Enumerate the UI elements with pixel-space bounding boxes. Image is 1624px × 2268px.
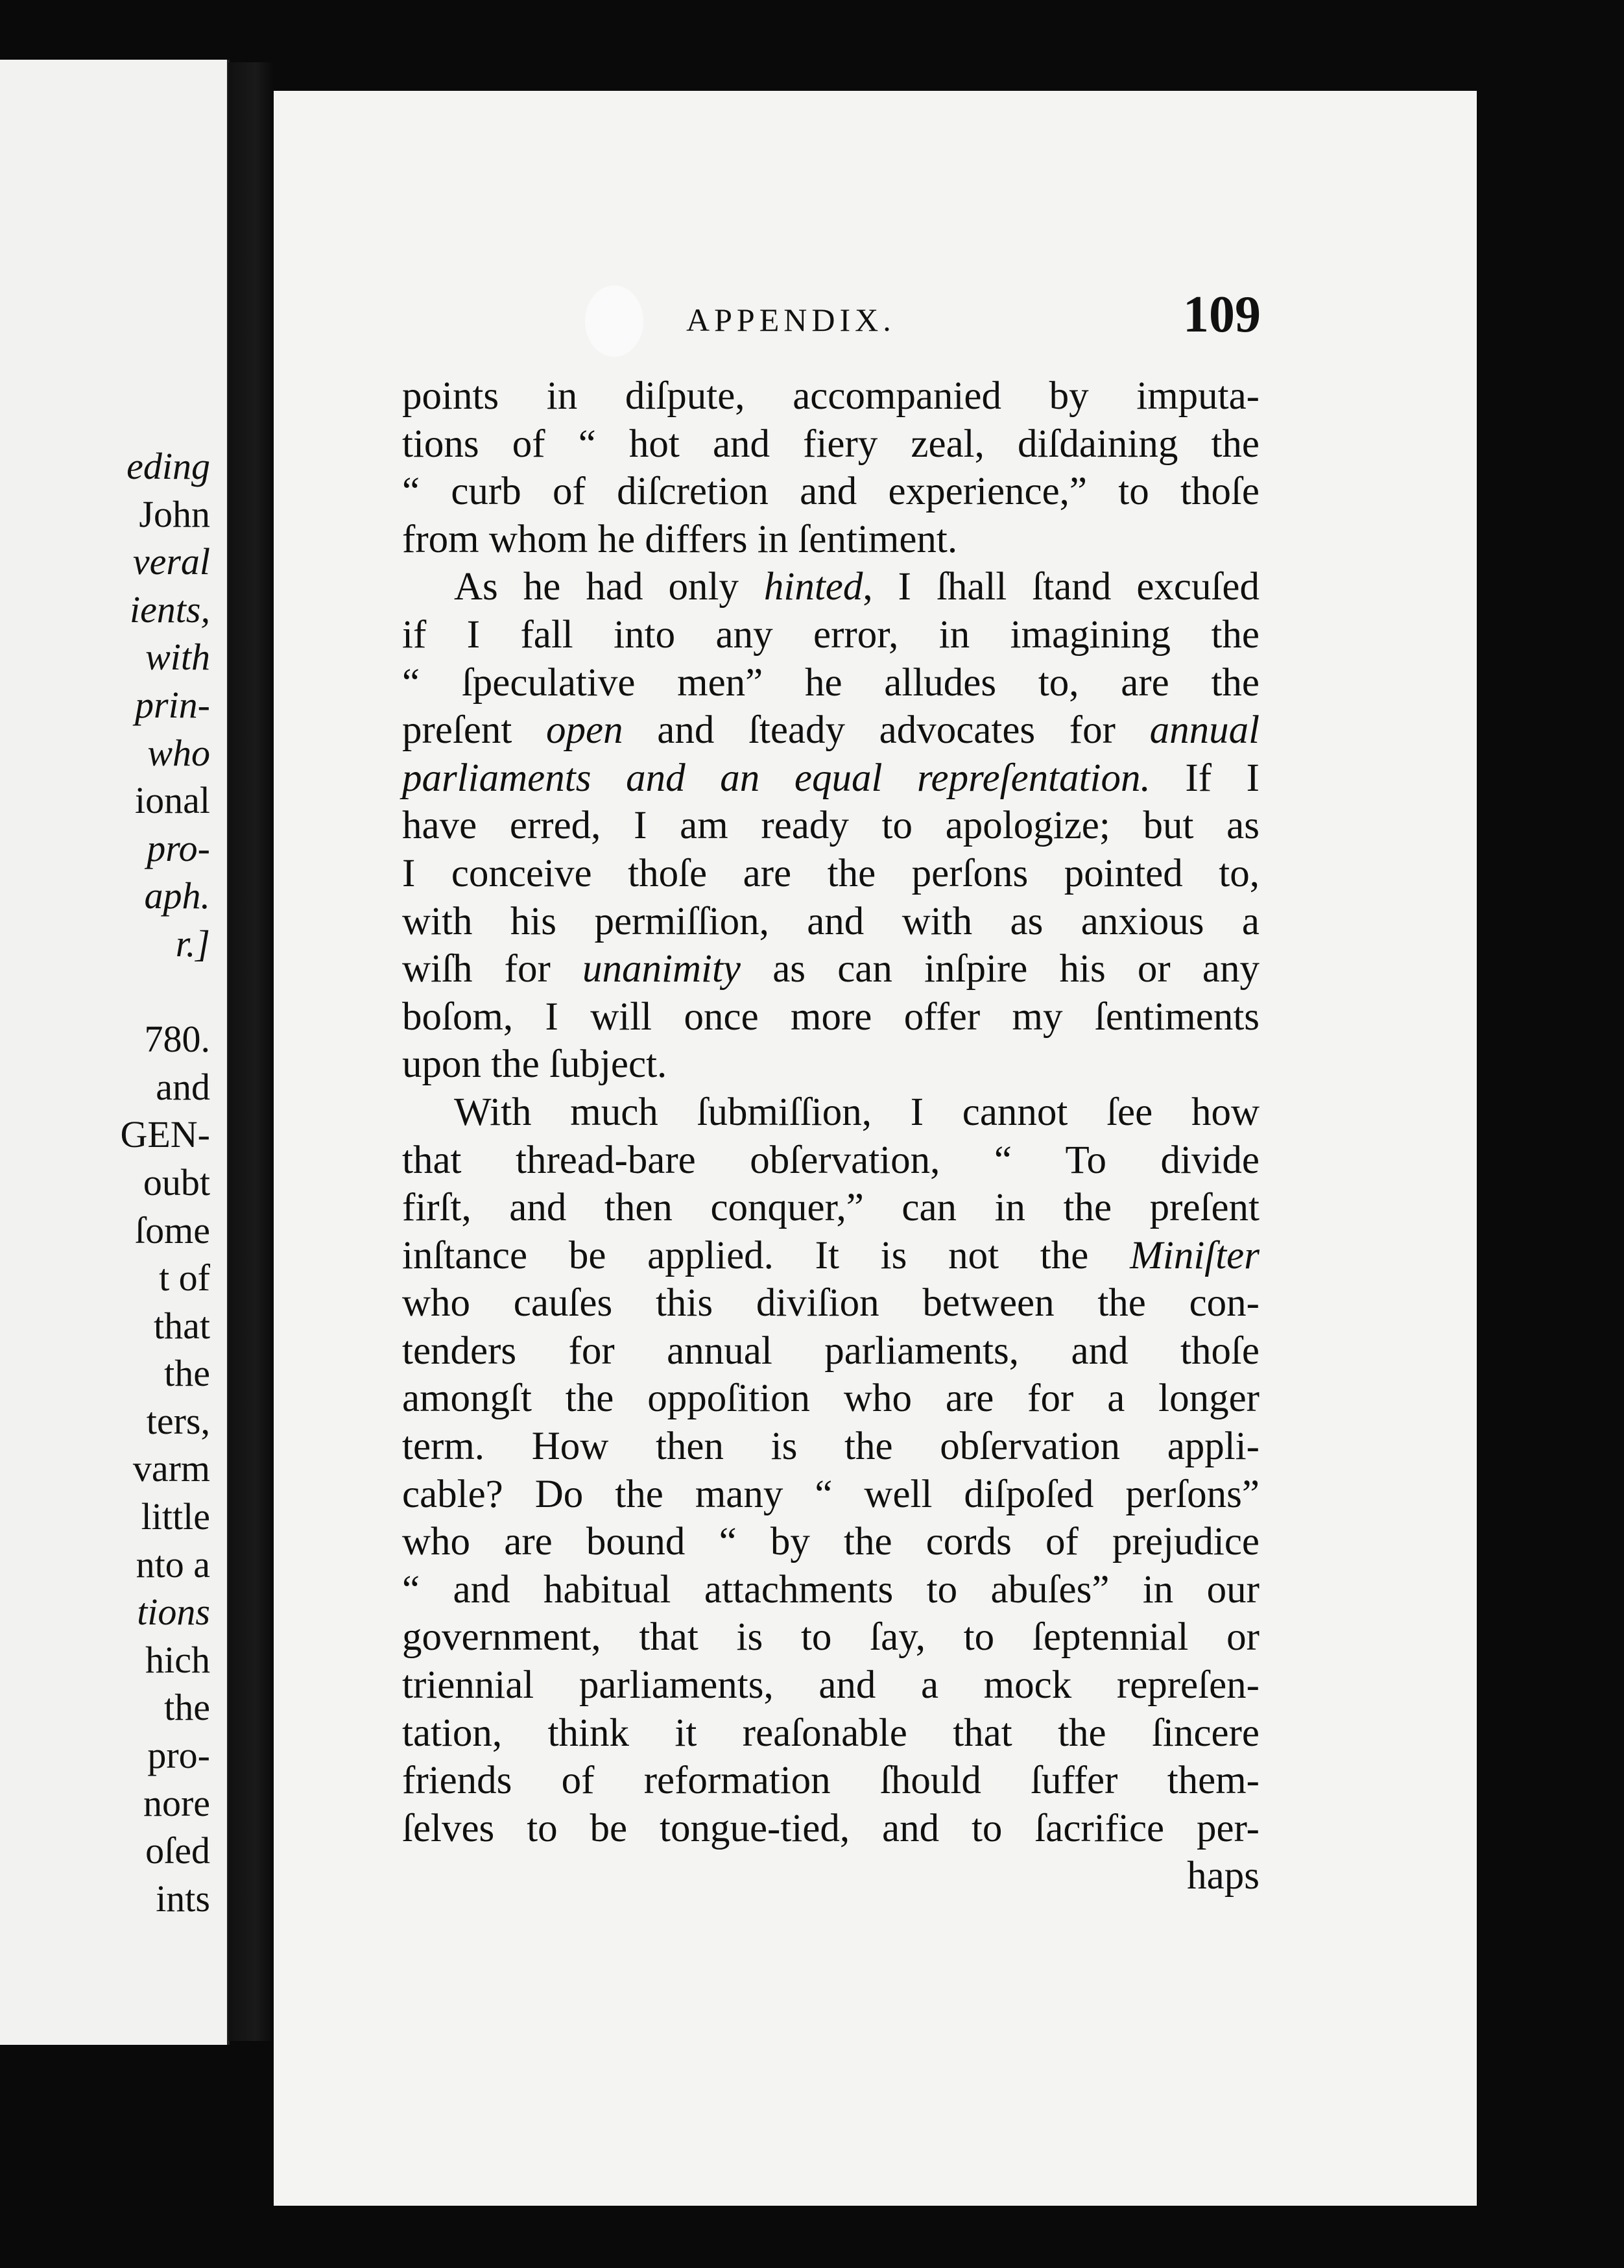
text-line: friends of reformation ſhould ſuffer them- [402, 1759, 1260, 1803]
left-page-line: ients, [129, 588, 210, 631]
left-page-line: ints [156, 1877, 210, 1920]
left-page-line: oubt [143, 1161, 210, 1203]
left-page-line [120, 968, 210, 1016]
text-line: tenders for annual parliaments, and thoſe [402, 1329, 1260, 1373]
left-page-line: oſed [145, 1829, 210, 1872]
text-line: ſelves to be tongue-tied, and to ſacrifice per- [402, 1806, 1260, 1850]
body-text [402, 372, 1260, 1900]
text-line: who are bound “ by the cords of prejudice [402, 1520, 1260, 1564]
text-line: wiſh for unanimity as can inſpire his or any [402, 947, 1260, 991]
text-line: haps [1187, 1854, 1260, 1898]
text-line: term. How then is the obſervation appli- [402, 1425, 1260, 1469]
left-page-text [120, 442, 210, 1922]
page-number: 109 [1183, 286, 1261, 343]
left-page-line: who [147, 731, 210, 774]
left-page-line: 780. [144, 1018, 210, 1061]
text-line: firſt, and then conquer,” can in the preſent [402, 1186, 1260, 1230]
book-gutter [228, 62, 274, 2041]
text-line: “ and habitual attachments to abuſes” in our [402, 1567, 1260, 1611]
text-line: if I fall into any error, in imagining the [402, 612, 1260, 657]
left-page-line: John [139, 492, 210, 535]
text-line: With much ſubmiſſion, I cannot ſee how [454, 1090, 1260, 1134]
left-page-line: pro- [147, 1734, 210, 1777]
text-line: As he had only hinted, I ſhall ſtand excuſed [454, 565, 1260, 609]
left-page-line: GEN- [120, 1113, 210, 1156]
left-page-line: ters, [146, 1399, 210, 1442]
text-line: upon the ſubject. [402, 1043, 667, 1087]
left-page-line: varm [132, 1447, 210, 1490]
text-line: triennial parliaments, and a mock repreſen- [402, 1663, 1260, 1707]
text-line: inſtance be applied. It is not the Miniſter [402, 1233, 1260, 1277]
left-page-line: prin- [135, 683, 210, 726]
left-page-line: nore [143, 1781, 210, 1824]
left-page-line: the [164, 1352, 210, 1395]
text-line: that thread-bare obſervation, “ To divide [402, 1138, 1260, 1182]
running-head [420, 286, 1261, 343]
text-line: who cauſes this diviſion between the con- [402, 1281, 1260, 1325]
text-line: government, that is to ſay, to ſeptennial or [402, 1615, 1260, 1659]
left-page-line: the [164, 1686, 210, 1729]
text-line: cable? Do the many “ well diſpoſed perſons” [402, 1472, 1260, 1516]
text-line: tation, think it reaſonable that the ſincere [402, 1711, 1260, 1755]
text-line: tions of “ hot and fiery zeal, diſdaining the [402, 422, 1260, 466]
left-page-line: with [145, 636, 210, 679]
left-page-line: nto a [136, 1543, 210, 1586]
text-line: points in diſpute, accompanied by imputa- [402, 374, 1260, 418]
text-line: with his permiſſion, and with as anxious a [402, 899, 1260, 943]
left-page-line: eding [126, 445, 210, 487]
text-line: boſom, I will once more offer my ſentiments [402, 995, 1260, 1039]
left-page [0, 60, 230, 2045]
text-line: have erred, I am ready to apologize; but as [402, 804, 1260, 848]
left-page-line: little [141, 1495, 210, 1538]
left-page-line: t of [159, 1257, 210, 1299]
left-page-line: and [156, 1065, 210, 1108]
left-page-line: veral [132, 540, 210, 583]
left-page-line: that [154, 1304, 210, 1347]
running-head-title: APPENDIX. [686, 302, 896, 338]
text-line: amongſt the oppoſition who are for a longer [402, 1377, 1260, 1421]
text-line: “ curb of diſcretion and experience,” to thoſe [402, 470, 1260, 514]
text-line: parliaments and an equal repreſentation. If I [402, 756, 1260, 800]
text-line: I conceive thoſe are the perſons pointed to, [402, 851, 1260, 895]
text-line: from whom he differs in ſentiment. [402, 517, 958, 561]
left-page-line: hich [145, 1638, 210, 1681]
left-page-line: ſome [135, 1209, 210, 1251]
left-page-line: pro- [147, 826, 210, 869]
left-page-line: tions [137, 1591, 210, 1634]
text-line: preſent open and ſteady advocates for annual [402, 708, 1260, 753]
left-page-line: aph. [144, 875, 210, 917]
left-page-line: ional [135, 779, 210, 822]
text-line: “ ſpeculative men” he alludes to, are the [402, 660, 1260, 705]
left-page-line: r.] [175, 922, 210, 965]
